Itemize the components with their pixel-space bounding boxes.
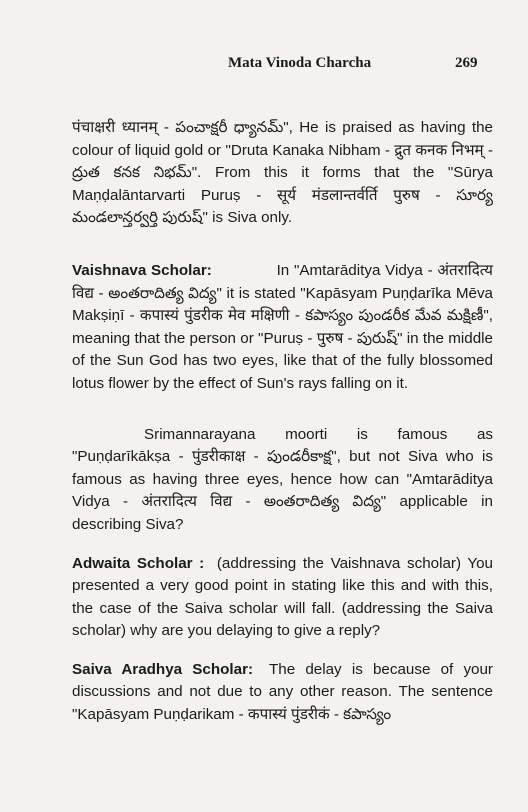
speaker-label: Vaishnava Scholar:: [72, 261, 212, 279]
paragraph-1: [72, 117, 493, 230]
speaker-label: Saiva Aradhya Scholar:: [72, 660, 254, 678]
paragraph-text: Srimannarayana moorti is famous as "Puṇḍarīkākṣa - पुंडरीकाक्ष - పుండరీకాక్ష", but not Siva who is famous as having three eyes, hence how can "Amtarāditya Vidya - अंतरादित्य विद्य - అంతరాదిత్య విద్య" applicable in describing Siva?: [72, 425, 493, 533]
body-text: [72, 117, 493, 727]
paragraph-4: [72, 553, 493, 643]
page-number: 269: [455, 55, 478, 71]
paragraph-text: The delay is because of your discussions and not due to any other reason. The sentence "Kapāsyam Puṇḍarikam - कपास्यं पुंडरीकं - కపాస్యం: [72, 660, 493, 724]
paragraph-2: [72, 260, 493, 396]
paragraph-3: [72, 424, 493, 537]
speaker-label: Adwaita Scholar :: [72, 554, 205, 572]
paragraph-5: [72, 659, 493, 727]
header-title: Mata Vinoda Charcha: [228, 55, 372, 71]
running-header: [0, 55, 528, 77]
paragraph-text: In "Amtarāditya Vidya - अंतरादित्य विद्य - అంతరాదిత్య విద్య" it is stated "Kapāsyam Puṇḍarīka Mēva Makṣiṇī - कपास्यं पुंडरीक मेव मक्षिणी - కపాస్యం పుండరీక మేవ మక్షిణీ", meaning that the person or "Puruṣ - पुरुष - పురుష్" in the middle of the Sun God has two eyes, like that of the fully blossomed lotus flower by the effect of Sun's rays falling on it.: [72, 261, 493, 392]
paragraph-text: पंचाक्षरी ध्यानम् - పంచాక్షరీ ధ్యానమ్", He is praised as having the colour of liquid gold or "Druta Kanaka Nibham - द्रुत कनक निभम् - ద్రుత కనక నిభమ్". From this it forms that the "Sūrya Maṇḍalāntarvarti Puruṣ - सूर्य मंडलान्तर्वर्ति पुरुष - సూర్య మండలాన్తర్వర్తి పురుష్" is Siva only.: [72, 119, 493, 227]
paragraph-text: (addressing the Vaishnava scholar) You presented a very good point in stating like this and with this, the case of the Saiva scholar will fall. (addressing the Saiva scholar) why are you delaying to give a reply?: [72, 554, 493, 640]
